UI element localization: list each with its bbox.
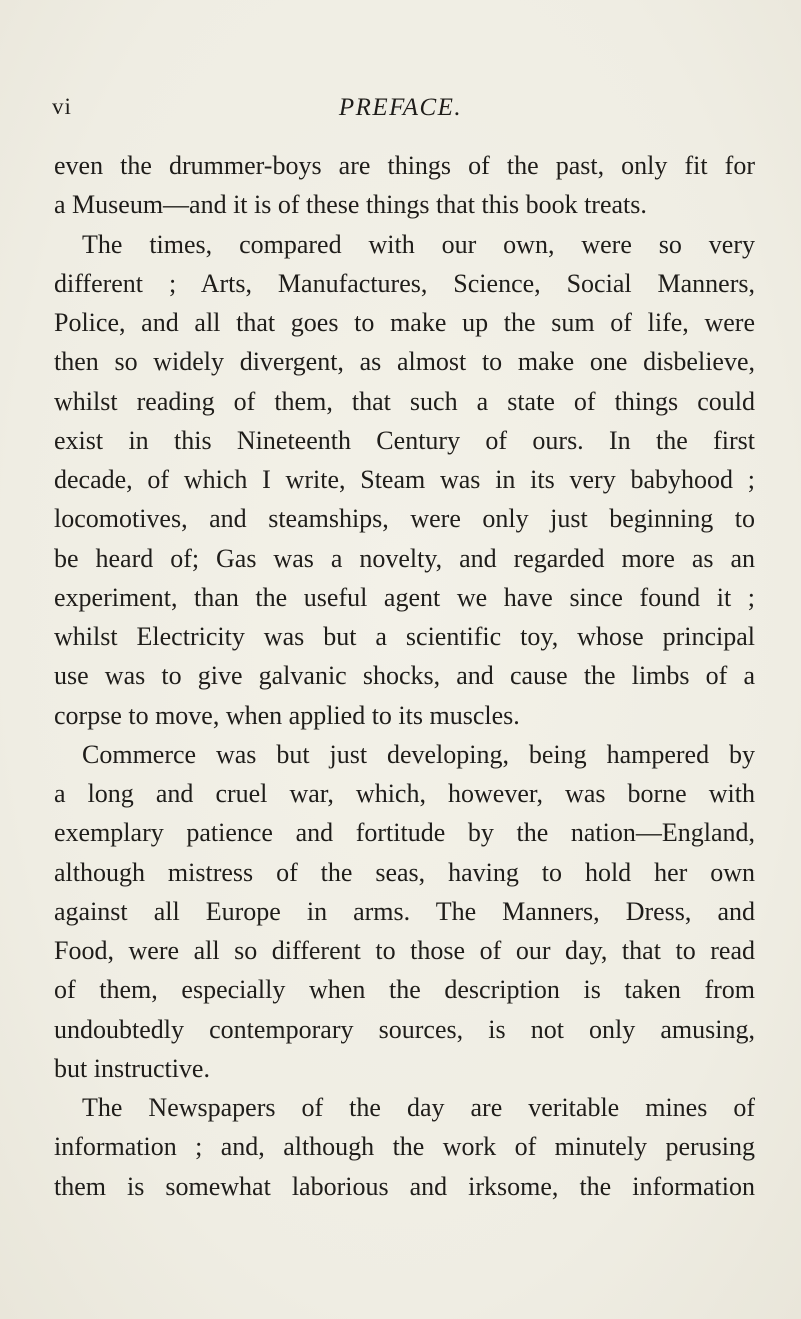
text-line: exemplary patience and fortitude by the nation—England, <box>54 818 755 848</box>
text-line: even the drummer-boys are things of the past, only fit for <box>54 151 755 180</box>
text-line: a Museum—and it is of these things that this book treats. <box>54 190 647 220</box>
text-line: then so widely divergent, as almost to make one disbelieve, <box>54 347 755 377</box>
text-line: whilst reading of them, that such a state of things could <box>54 386 755 416</box>
page-number: vi <box>52 94 72 119</box>
running-head: PREFACE. <box>338 94 463 121</box>
text-line: decade, of which I write, Steam was in its very babyhood ; <box>54 465 755 494</box>
text-line: undoubtedly contemporary sources, is not only amusing, <box>54 1014 755 1044</box>
text-line: of them, especially when the description is taken from <box>54 975 755 1005</box>
text-line: Food, were all so different to those of our day, that to read <box>54 936 755 965</box>
text-line: although mistress of the seas, having to hold her own <box>54 857 755 887</box>
text-line: The times, compared with our own, were so very <box>82 229 755 259</box>
text-line: locomotives, and steamships, were only just beginning to <box>54 504 755 534</box>
text-line: corpse to move, when applied to its muscles. <box>54 700 520 730</box>
text-line: whilst Electricity was but a scientific toy, whose principal <box>54 622 755 651</box>
text-line: be heard of; Gas was a novelty, and regarded more as an <box>54 543 755 573</box>
text-line: a long and cruel war, which, however, was borne with <box>54 779 755 808</box>
text-line: against all Europe in arms. The Manners, Dress, and <box>54 896 755 926</box>
text-line: different ; Arts, Manufactures, Science, Social Manners, <box>54 268 755 298</box>
text-line: use was to give galvanic shocks, and cause the limbs of a <box>54 661 755 691</box>
text-line: but instructive. <box>54 1053 210 1083</box>
text-line: The Newspapers of the day are veritable mines of <box>82 1093 755 1122</box>
text-line: Police, and all that goes to make up the sum of life, were <box>54 308 755 337</box>
text-line: exist in this Nineteenth Century of ours. In the first <box>54 425 755 455</box>
text-line: Commerce was but just developing, being hampered by <box>82 739 755 769</box>
text-line: experiment, than the useful agent we have since found it ; <box>54 582 755 612</box>
page-header <box>0 94 801 130</box>
text-line: information ; and, although the work of minutely perusing <box>54 1132 755 1162</box>
text-line: them is somewhat laborious and irksome, the information <box>54 1171 755 1201</box>
body-text <box>54 146 755 1206</box>
